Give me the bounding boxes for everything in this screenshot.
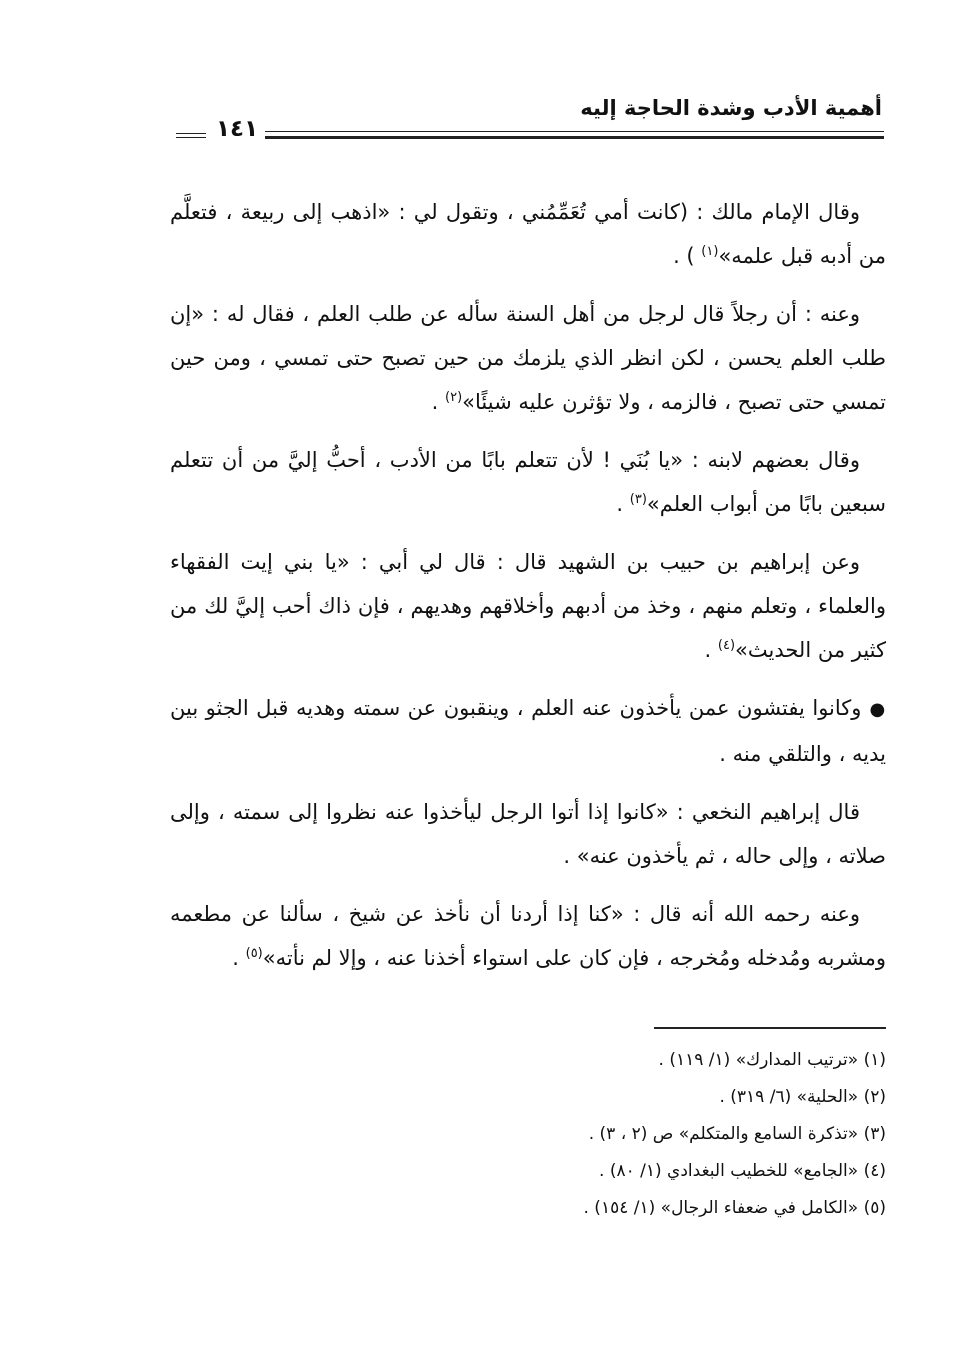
footnote: (١) «ترتيب المدارك» (١/ ١١٩) . [658,1050,886,1070]
paragraph: وقال الإمام مالك : (كانت أمي تُعَمِّمُني ، وتقول لي : «اذهب إلى ربيعة ، فتعلَّم من أدبه قبل علمه»$^{(١)}$ ) . [170,200,886,268]
paragraph: وعنه رحمه الله أنه قال : «كنا إذا أردنا أن نأخذ عن شيخ ، سألنا عن مطعمه ومشربه ومُدخله ومُخرجه ، فإن كان على استواء أخذنا عنه ، وإلا لم نأته»$^{(٥)}$ . [170,902,886,970]
paragraph: وقال بعضهم لابنه : «يا بُنَي ! لأن تتعلم بابًا من الأدب ، أحبُّ إليَّ من أن تتعلم سبعين بابًا من أبواب العلم»$^{(٣)}$ . [170,448,886,516]
paragraph: وعنه : أن رجلاً قال لرجل من أهل السنة سأله عن طلب العلم ، فقال له : «إن طلب العلم يحسن ، لكن انظر الذي يلزمك من حين تصبح حتى تمسي ، ومن حين تمسي حتى تصبح ، فالزمه ، ولا تؤثرن عليه شيئًا»$^{(٢)}$ . [170,302,886,414]
footnotes [170,1042,886,1227]
bullet-icon: ● [869,699,886,720]
footnote: (٤) «الجامع» للخطيب البغدادي (١/ ٨٠) . [599,1161,886,1181]
bullet-paragraph: ●وكانوا يفتشون عمن يأخذون عنه العلم ، وينقبون عن سمته وهديه قبل الجثو بين يديه ، والتلقي منه . [170,696,886,766]
footnote-separator [654,1027,886,1029]
footnote: (٣) «تذكرة السامع والمتكلم» ص (٢ ، ٣) . [588,1124,886,1144]
footnote: (٥) «الكامل في ضعفاء الرجال» (١/ ١٥٤) . [583,1198,886,1218]
footnote-ref[interactable]: (٥) [245,946,263,961]
footnote-ref[interactable]: (٣) [629,492,647,507]
running-header-title: أهمية الأدب وشدة الحاجة إليه [580,96,882,120]
main-text [170,190,886,994]
footnote-ref[interactable]: (٢) [445,390,463,405]
page-number: ١٤١ [216,116,259,142]
footnote-ref[interactable]: (١) [701,244,719,259]
footnote: (٢) «الحلية» (٦/ ٣١٩) . [719,1087,886,1107]
paragraph: وعن إبراهيم بن حبيب بن الشهيد قال : قال لي أبي : «يا بني إيت الفقهاء والعلماء ، وتعلم منهم ، وخذ من أدبهم وأخلاقهم وهديهم ، فإن ذاك أحب إليَّ لك من كثير من الحديث»$^{(٤)}$ . [170,550,886,662]
footnote-ref[interactable]: (٤) [717,638,736,653]
header-double-rule [265,131,884,139]
paragraph: قال إبراهيم النخعي : «كانوا إذا أتوا الرجل ليأخذوا عنه نظروا إلى سمته ، وإلى صلاته ، وإلى حاله ، ثم يأخذون عنه» . [170,800,886,868]
page-number-rule [176,133,206,138]
